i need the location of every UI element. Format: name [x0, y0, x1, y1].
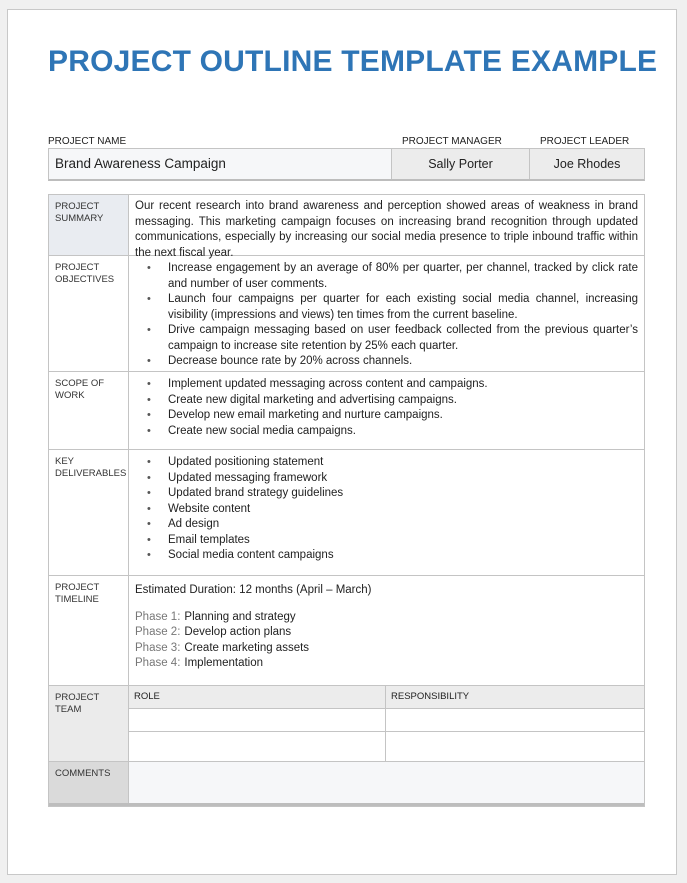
- timeline-label: PROJECT TIMELINE: [49, 576, 129, 685]
- team-responsibility-cell[interactable]: [386, 732, 644, 761]
- team-cell: [129, 686, 644, 761]
- list-item: • Decrease bounce rate by 20% across channels.: [168, 354, 638, 370]
- list-item: • Updated brand strategy guidelines: [168, 486, 638, 502]
- project-manager-label: PROJECT MANAGER: [402, 136, 502, 147]
- timeline-phase: [135, 610, 638, 626]
- list-item: • Updated positioning statement: [168, 455, 638, 471]
- phase-text: Create marketing assets: [184, 641, 310, 654]
- deliverables-label: KEY DELIVERABLES: [49, 450, 129, 575]
- timeline-cell[interactable]: [129, 576, 644, 685]
- summary-label: PROJECT SUMMARY: [49, 195, 129, 255]
- estimated-duration: Estimated Duration: 12 months (April – March): [135, 584, 372, 596]
- timeline-phase: [135, 625, 638, 641]
- list-item: • Social media content campaigns: [168, 548, 638, 564]
- phase-text: Develop action plans: [184, 626, 292, 638]
- comments-label: COMMENTS: [49, 762, 129, 803]
- project-leader-field[interactable]: Joe Rhodes: [530, 149, 644, 179]
- timeline-row: [49, 576, 644, 686]
- list-item: • Updated messaging framework: [168, 471, 638, 487]
- team-row: [49, 686, 644, 762]
- deliverables-list: [135, 455, 638, 564]
- team-responsibility-cell[interactable]: [386, 709, 644, 732]
- objectives-row: [49, 256, 644, 372]
- list-item: • Ad design: [168, 517, 638, 533]
- summary-row: [49, 195, 644, 259]
- objectives-cell[interactable]: [129, 256, 644, 371]
- comments-field[interactable]: [129, 762, 644, 803]
- list-item: • Launch four campaigns per quarter for each existing social media channel, increasing visibility (impressions and views) ten times from the current baseline.: [168, 292, 638, 323]
- summary-text[interactable]: Our recent research into brand awareness and perception showed areas of weakness in brand messaging. This marketing campaign focuses on increasing brand recognition through updated communications, especially by increasing our social media presence to triple inbound traffic within the next fiscal year.: [135, 200, 638, 259]
- document-page: [7, 9, 677, 875]
- list-item: • Create new digital marketing and advertising campaigns.: [168, 393, 638, 409]
- timeline-phase: [135, 641, 638, 657]
- team-role-cell[interactable]: [129, 732, 386, 761]
- project-name-field[interactable]: Brand Awareness Campaign: [49, 149, 392, 179]
- responsibility-column-header: RESPONSIBILITY: [386, 686, 644, 709]
- list-item: • Develop new email marketing and nurture campaigns.: [168, 408, 638, 424]
- project-header-row: [48, 148, 645, 181]
- role-column-header: ROLE: [129, 686, 386, 709]
- objectives-label: PROJECT OBJECTIVES: [49, 256, 129, 371]
- phase-label: Phase 1:: [135, 610, 181, 623]
- list-item: • Website content: [168, 502, 638, 518]
- deliverables-row: [49, 450, 644, 576]
- comments-row: [49, 762, 644, 806]
- list-item: • Email templates: [168, 533, 638, 549]
- list-item: • Create new social media campaigns.: [168, 424, 638, 440]
- outline-table: [48, 194, 645, 807]
- page-title: PROJECT OUTLINE TEMPLATE EXAMPLE: [48, 45, 658, 78]
- deliverables-cell[interactable]: [129, 450, 644, 575]
- scope-list: [135, 377, 638, 439]
- phase-label: Phase 4:: [135, 657, 181, 669]
- project-name-label: PROJECT NAME: [48, 136, 127, 147]
- scope-row: [49, 372, 644, 450]
- list-item: • Drive campaign messaging based on user feedback collected from the previous quarter’s campaign to increase site retention by 25% each quarter.: [168, 323, 638, 354]
- phase-label: Phase 2:: [135, 626, 181, 638]
- team-role-cell[interactable]: [129, 709, 386, 732]
- project-manager-field[interactable]: Sally Porter: [392, 149, 530, 179]
- list-item: • Increase engagement by an average of 80% per quarter, per channel, tracked by click rate and number of user comments.: [168, 261, 638, 292]
- team-label: PROJECT TEAM: [49, 686, 129, 761]
- project-leader-label: PROJECT LEADER: [540, 136, 630, 147]
- phase-text: Planning and strategy: [184, 610, 296, 623]
- phase-text: Implementation: [184, 657, 264, 669]
- list-item: • Implement updated messaging across content and campaigns.: [168, 377, 638, 393]
- team-table: [129, 686, 644, 761]
- timeline-phase: [135, 656, 638, 672]
- scope-cell[interactable]: [129, 372, 644, 449]
- phase-label: Phase 3:: [135, 641, 181, 654]
- scope-label: SCOPE OF WORK: [49, 372, 129, 449]
- objectives-list: [135, 261, 638, 370]
